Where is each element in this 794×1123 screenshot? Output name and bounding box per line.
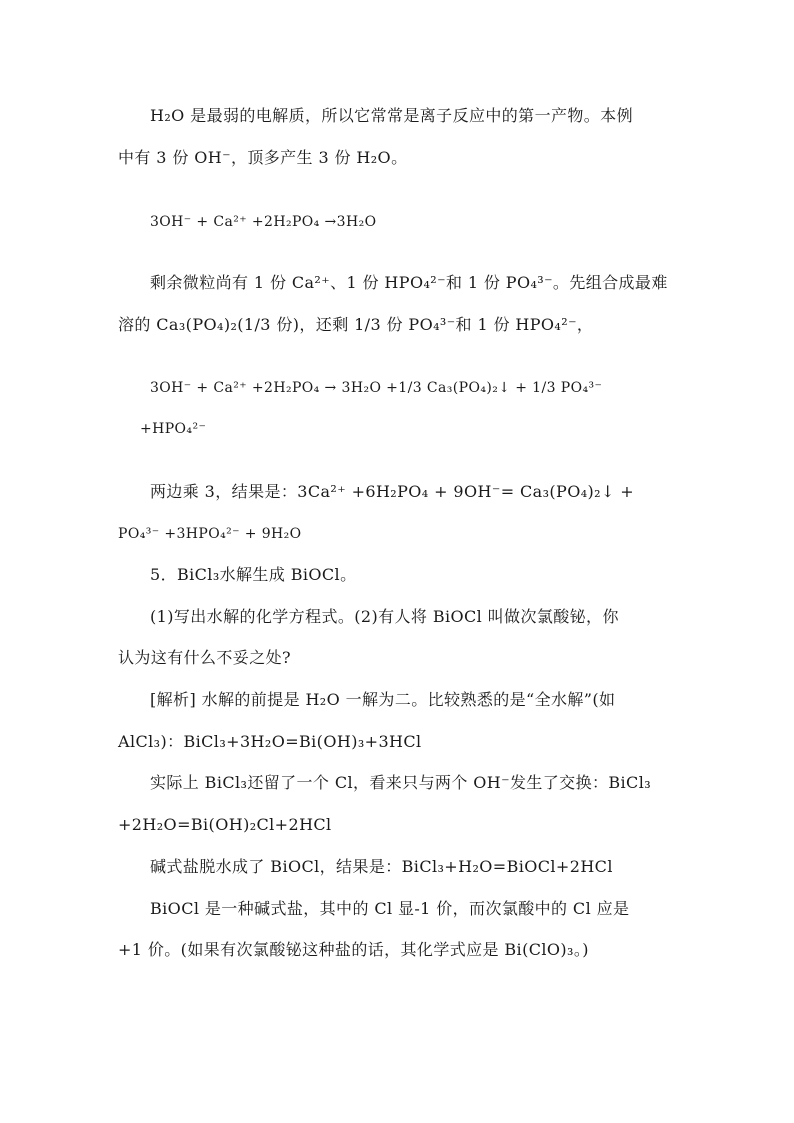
text-line-4: 溶的 Ca₃(PO₄)₂(1/3 份)，还剩 1/3 份 PO₄³⁻和 1 份 HPO₄²⁻， (118, 315, 594, 334)
equation-line-2: 3OH⁻ + Ca²⁺ +2H₂PO₄ → 3H₂O +1/3 Ca₃(PO₄)₂↓ + 1/3 PO₄³⁻ (150, 380, 603, 396)
analysis-line-7: +1 价。(如果有次氯酸铋这种盐的话，其化学式应是 Bi(ClO)₃。) (118, 940, 589, 959)
question-text-1: (1)写出水解的化学方程式。(2)有人将 BiOCl 叫做次氯酸铋，你 (150, 607, 619, 626)
analysis-line-3: 实际上 BiCl₃还留了一个 Cl，看来只与两个 OH⁻发生了交换：BiCl₃ (150, 773, 652, 792)
question-heading: 5．BiCl₃水解生成 BiOCl。 (150, 565, 357, 584)
analysis-line-4: +2H₂O=Bi(OH)₂Cl+2HCl (118, 815, 332, 834)
text-line-6: PO₄³⁻ +3HPO₄²⁻ + 9H₂O (118, 526, 302, 542)
text-line-3: 剩余微粒尚有 1 份 Ca²⁺、1 份 HPO₄²⁻和 1 份 PO₄³⁻。先组合成最难 (150, 273, 668, 292)
analysis-line-6: BiOCl 是一种碱式盐，其中的 Cl 显-1 价，而次氯酸中的 Cl 应是 (150, 899, 630, 918)
analysis-line-2: AlCl₃)：BiCl₃+3H₂O=Bi(OH)₃+3HCl (118, 732, 422, 751)
text-line-5: 两边乘 3，结果是：3Ca²⁺ +6H₂PO₄ + 9OH⁻= Ca₃(PO₄)₂↓ + (150, 482, 635, 501)
equation-line-1: 3OH⁻ + Ca²⁺ +2H₂PO₄ →3H₂O (150, 214, 377, 230)
analysis-line-1: [解析] 水解的前提是 H₂O 一解为二。比较熟悉的是“全水解”(如 (150, 690, 616, 709)
question-text-2: 认为这有什么不妥之处? (118, 648, 291, 667)
analysis-line-5: 碱式盐脱水成了 BiOCl，结果是：BiCl₃+H₂O=BiOCl+2HCl (150, 857, 613, 876)
text-line-1: H₂O 是最弱的电解质，所以它常常是离子反应中的第一产物。本例 (150, 106, 633, 125)
equation-line-2-cont: +HPO₄²⁻ (140, 421, 207, 437)
text-line-2: 中有 3 份 OH⁻，顶多产生 3 份 H₂O。 (118, 148, 408, 167)
